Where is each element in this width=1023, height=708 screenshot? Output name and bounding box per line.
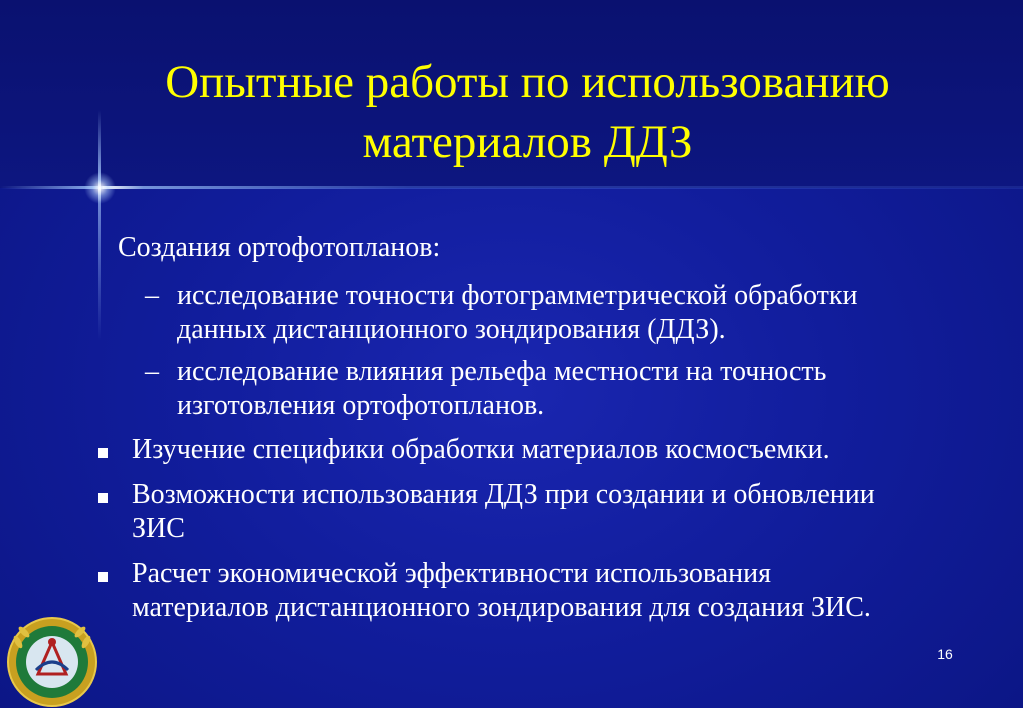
dash-glyph: – <box>145 356 159 387</box>
bullet-1-line-1: Изучение специфики обработки материалов космосъемки. <box>132 434 830 465</box>
title-line-1: Опытные работы по использованию <box>165 56 890 108</box>
title-line-2: материалов ДДЗ <box>362 116 693 168</box>
square-bullet-icon <box>98 572 108 582</box>
sparkle-horizontal-line <box>0 186 1023 189</box>
bullet-3-line-1: Расчет экономической эффективности использования <box>132 558 771 589</box>
sub-item-1-line-2: данных дистанционного зондирования (ДДЗ). <box>177 314 726 345</box>
intro-text: Создания ортофотопланов: <box>118 232 441 263</box>
square-bullet-icon <box>98 493 108 503</box>
sub-item-2-line-1: исследование влияния рельефа местности на точность <box>177 356 827 387</box>
square-bullet-icon <box>98 448 108 458</box>
bullet-2-line-1: Возможности использования ДДЗ при создании и обновлении <box>132 479 875 510</box>
sub-item-2-line-2: изготовления ортофотопланов. <box>177 390 545 421</box>
bullet-3-line-2: материалов дистанционного зондирования для создания ЗИС. <box>132 592 871 623</box>
slide-title <box>60 52 995 172</box>
emblem-icon <box>2 612 102 708</box>
bullet-2-line-2: ЗИС <box>132 513 185 544</box>
page-number: 16 <box>937 646 953 662</box>
dash-glyph: – <box>145 280 159 311</box>
sparkle-star-icon <box>84 172 116 204</box>
sub-item-1-line-1: исследование точности фотограмметрической обработки <box>177 280 858 311</box>
